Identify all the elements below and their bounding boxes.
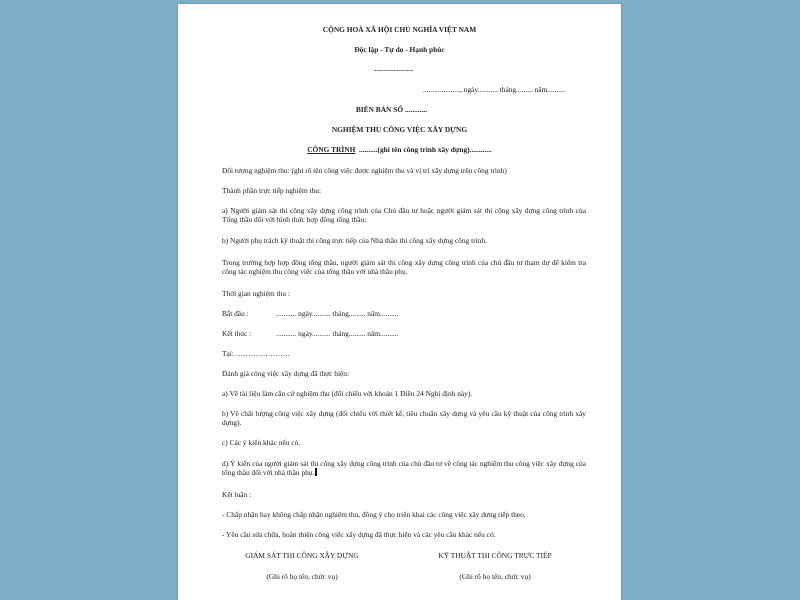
project-line	[178, 145, 621, 154]
project-label: CÔNG TRÌNH	[307, 145, 356, 154]
inspection-object: Đối tượng nghiệm thu: (ghi rõ tên công việc được nghiệm thu và vị trí xây dựng trên công trình)	[222, 166, 507, 175]
conclusion-2: - Yêu cầu sửa chữa, hoàn thiện công việc xây dựng đã thực hiện và các yêu cầu khác nếu có.	[222, 530, 496, 539]
record-number: BIÊN BẢN SỐ ............	[355, 105, 428, 114]
country-header: CỘNG HOÀ XÃ HỘI CHỦ NGHĨA VIỆT NAM	[322, 25, 477, 34]
evaluation-b: b) Về chất lượng công việc xây dựng (đối chiếu với thiết kế, tiêu chuẩn xây dựng và yêu cầu kỹ thuật của công trình xây dựng).	[222, 409, 586, 427]
conclusion-heading: Kết luận :	[222, 490, 252, 499]
signature-left-note: (Ghi rõ họ tên, chức vụ)	[266, 572, 338, 581]
date-line: ...................., ngày........... tháng......... năm..........	[423, 85, 566, 94]
participant-a: a) Người giám sát thi công xây dựng công trình của Chủ đầu tư hoặc người giám sát thi công xây dựng công trình của Tổng thầu đối với hình thức hợp đồng tổng thầu;	[222, 206, 586, 224]
signature-right-title: KỸ THUẬT THI CÔNG TRỰC TIẾP	[438, 551, 552, 560]
signature-right-note: (Ghi rõ họ tên, chức vụ)	[459, 572, 531, 581]
evaluation-c: c) Các ý kiến khác nếu có.	[222, 438, 301, 447]
motto: Độc lập - Tự do - Hạnh phúc	[354, 45, 445, 54]
end-label: Kết thúc :	[222, 329, 252, 338]
start-value: ........... ngày.......... tháng......... năm..........	[276, 309, 399, 318]
time-heading: Thời gian nghiệm thu :	[222, 289, 290, 298]
participant-b: b) Người phụ trách kỹ thuật thi công trực tiếp của Nhà thầu thi công xây dựng công trình.	[222, 236, 487, 245]
subcontract-note: Trong trường hợp hợp đồng tổng thầu, người giám sát thi công xây dựng công trình của chủ đầu tư tham dự để kiểm tra công tác nghiệm thu công việc của tổng thầu với nhà thầu phụ.	[222, 258, 586, 276]
document-title: NGHIỆM THU CÔNG VIỆC XÂY DỰNG	[331, 125, 468, 134]
location: Tại: ………………….	[222, 349, 290, 358]
end-value: ........... ngày.......... tháng......... năm..........	[276, 329, 399, 338]
project-value: ..........(ghi tên công trình xây dựng)............	[359, 145, 492, 154]
evaluation-heading: Đánh giá công việc xây dựng đã thực hiện:	[222, 369, 350, 378]
participants-heading: Thành phần trực tiếp nghiệm thu:	[222, 186, 322, 195]
evaluation-d-text: d) Ý kiến của người giám sát thi công xây dựng công trình của chủ đầu tư về công tác nghiệm thu công việc xây dựng của tổng thầu đối với nhà thầu phụ.	[222, 459, 586, 477]
text-cursor	[315, 468, 317, 476]
evaluation-a: a) Về tài liệu làm căn cứ nghiệm thu (đối chiếu với khoản 1 Điều 24 Nghị định này).	[222, 389, 473, 398]
document-page	[178, 4, 621, 600]
header-divider: ----------------	[373, 65, 414, 74]
signature-left-title: GIÁM SÁT THI CÔNG XÂY DỰNG	[245, 551, 359, 560]
evaluation-d	[222, 459, 586, 477]
conclusion-1: - Chấp nhận hay không chấp nhận nghiệm thu, đồng ý cho triển khai các công việc xây dựng tiếp theo.	[222, 510, 526, 519]
start-label: Bắt đầu :	[222, 309, 249, 318]
